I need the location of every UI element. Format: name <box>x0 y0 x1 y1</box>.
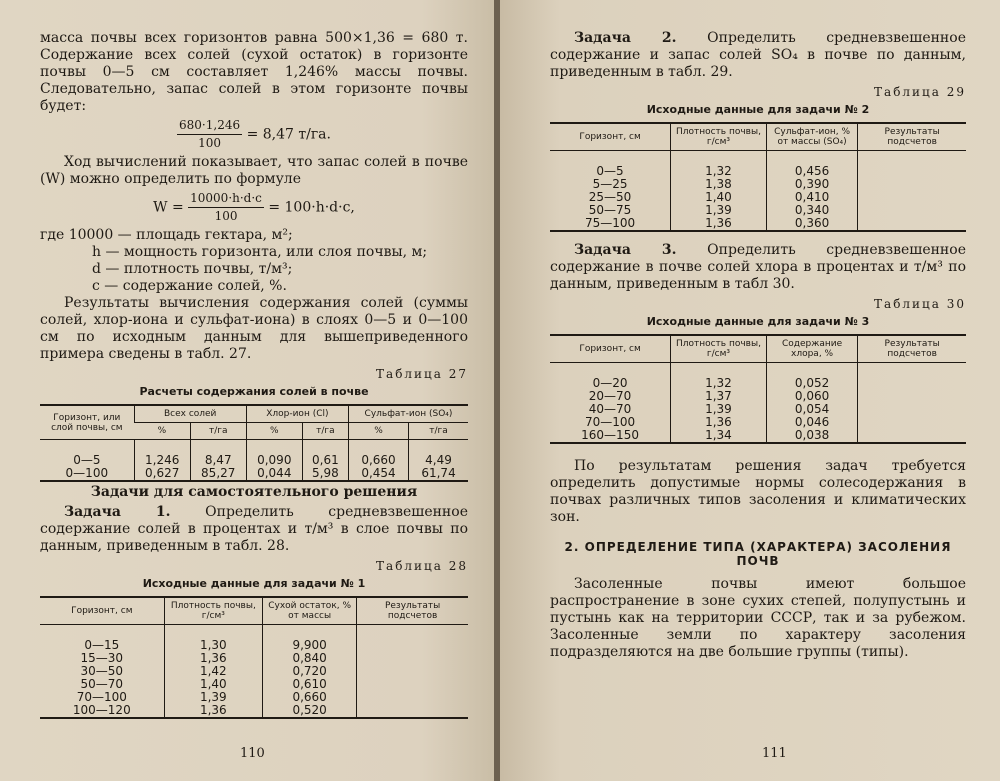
table-cell-empty <box>858 403 966 416</box>
table-cell: 1,32 <box>671 363 767 391</box>
table-cell: 1,246 <box>134 440 190 468</box>
table-cell: 0,627 <box>134 467 190 481</box>
table-cell: 0,044 <box>246 467 302 481</box>
table-cell: 1,36 <box>164 704 262 718</box>
table-27-subheader-tga: т/га <box>190 423 246 440</box>
right-page <box>500 0 1000 781</box>
table-27-subheader-pct: % <box>348 423 408 440</box>
table-cell: 85,27 <box>190 467 246 481</box>
table-28-header-dry-residue: Сухой остаток, % от массы <box>263 597 357 625</box>
table-cell: 0,660 <box>348 440 408 468</box>
table-row <box>550 217 966 231</box>
table-27-subheader-pct: % <box>246 423 302 440</box>
task-3-label: Задача 3. <box>574 242 677 258</box>
table-cell: 0,090 <box>246 440 302 468</box>
table-cell: 0,454 <box>348 467 408 481</box>
paragraph-intro-3: Результаты вычисления содержания солей (суммы солей, хлор-иона и сульфат-иона) в слоях 0—5 и 0—100 см по исходным данным для вышеприведенного примера сведены в табл. 27. <box>40 295 468 362</box>
table-cell: 4,49 <box>409 440 468 468</box>
result-paragraph: По результатам решения задач требуется определить допустимые нормы солесодержания в почвах различных типов засоления и климатических зон. <box>550 458 966 525</box>
table-row <box>40 467 468 481</box>
self-study-heading: Задачи для самостоятельного решения <box>90 484 418 500</box>
table-cell: 1,37 <box>671 390 767 403</box>
paragraph-intro-2: Ход вычислений показывает, что запас солей в почве (W) можно определить по формуле <box>40 154 468 187</box>
table-cell-empty <box>858 363 966 391</box>
page-number-right: 111 <box>762 746 787 761</box>
table-cell: 5,98 <box>302 467 348 481</box>
table-27-label: Таблица 27 <box>376 367 468 381</box>
formula-w-right: = 100·h·d·c, <box>268 199 355 216</box>
table-cell: 1,39 <box>671 403 767 416</box>
table-cell: 0,052 <box>766 363 858 391</box>
fraction-numerator: 680·1,246 <box>177 117 242 135</box>
table-27-header-sulfate: Сульфат-ион (SO₄) <box>348 405 468 423</box>
table-27-title: Расчеты содержания солей в почве <box>139 385 369 398</box>
fraction <box>188 190 264 225</box>
table-cell: 0,456 <box>766 151 858 179</box>
table-cell: 0,520 <box>263 704 357 718</box>
section-heading: 2. ОПРЕДЕЛЕНИЕ ТИПА (ХАРАКТЕРА) ЗАСОЛЕНИЯ ПОЧВ <box>564 540 952 568</box>
table-29-label: Таблица 29 <box>874 85 966 99</box>
table-cell: 61,74 <box>409 467 468 481</box>
table-cell-empty <box>357 625 468 653</box>
table-cell: 0,61 <box>302 440 348 468</box>
definition-c: c — содержание солей, %. <box>92 278 287 294</box>
table-cell: 0,038 <box>766 429 858 443</box>
table-30-header-chlorine: Содержание хлора, % <box>766 335 858 363</box>
table-cell: 0,054 <box>766 403 858 416</box>
table-cell: 40—70 <box>588 402 632 416</box>
table-27-subheader-tga: т/га <box>302 423 348 440</box>
table-30-header-horizon: Горизонт, см <box>550 335 671 363</box>
table-cell-empty <box>357 678 468 691</box>
table-row <box>40 440 468 468</box>
table-cell-empty <box>858 151 966 179</box>
table-cell: 1,34 <box>671 429 767 443</box>
table-cell: 0,660 <box>263 691 357 704</box>
table-cell: 100—120 <box>72 703 131 717</box>
table-27-header-all-salts: Всех солей <box>134 405 246 423</box>
table-30-label: Таблица 30 <box>874 297 966 311</box>
table-cell: 50—70 <box>80 677 124 691</box>
left-page <box>0 0 496 781</box>
table-cell-empty <box>357 704 468 718</box>
formula-w-left: W = <box>153 199 184 216</box>
table-cell-empty <box>858 390 966 403</box>
table-cell: 75—100 <box>584 216 636 230</box>
table-cell: 1,42 <box>164 665 262 678</box>
table-cell-empty <box>357 691 468 704</box>
table-cell: 0,720 <box>263 665 357 678</box>
table-cell: 9,900 <box>263 625 357 653</box>
table-cell-empty <box>858 191 966 204</box>
table-cell: 15—30 <box>80 651 124 665</box>
table-30 <box>550 334 966 444</box>
task-2-text: Определить средневзвешенное содержание и запас солей SO₄ в почве по данным, приведенным в табл. 29. <box>550 30 966 80</box>
table-cell: 160—150 <box>581 428 639 442</box>
table-cell: 1,32 <box>671 151 767 179</box>
table-cell: 0—5 <box>596 164 624 178</box>
table-cell: 30—50 <box>80 664 124 678</box>
table-cell-empty <box>858 204 966 217</box>
table-29-title: Исходные данные для задачи № 2 <box>646 103 870 116</box>
table-row <box>550 363 966 391</box>
fraction <box>177 117 242 152</box>
table-29-header-horizon: Горизонт, см <box>550 123 671 151</box>
task-2-label: Задача 2. <box>574 30 677 46</box>
table-27-subheader-tga: т/га <box>409 423 468 440</box>
table-cell: 1,40 <box>671 191 767 204</box>
table-cell: 0—100 <box>65 466 109 480</box>
definition-h: h — мощность горизонта, или слоя почвы, м; <box>92 244 428 260</box>
table-cell-empty <box>858 429 966 443</box>
table-27-header-chloride: Хлор-ион (Cl) <box>246 405 348 423</box>
table-cell: 0,060 <box>766 390 858 403</box>
table-cell: 70—100 <box>584 415 636 429</box>
table-cell: 0,410 <box>766 191 858 204</box>
table-cell: 0,610 <box>263 678 357 691</box>
formula-salt-reserve <box>40 117 468 152</box>
table-28-header-horizon: Горизонт, см <box>40 597 164 625</box>
table-30-header-results: Результаты подсчетов <box>858 335 966 363</box>
task-2-paragraph <box>550 30 966 81</box>
table-cell: 0—15 <box>84 638 120 652</box>
table-cell: 1,40 <box>164 678 262 691</box>
table-28-header-density: Плотность почвы, г/см³ <box>164 597 262 625</box>
table-cell: 0,340 <box>766 204 858 217</box>
table-cell: 0—5 <box>73 453 101 467</box>
table-cell: 1,36 <box>671 416 767 429</box>
table-cell: 0,390 <box>766 178 858 191</box>
table-row <box>40 625 468 653</box>
table-row <box>550 151 966 179</box>
table-27-subheader-pct: % <box>134 423 190 440</box>
task-1-label: Задача 1. <box>64 504 171 520</box>
table-29-header-sulfate: Сульфат-ион, % от массы (SO₄) <box>766 123 858 151</box>
table-cell: 50—75 <box>588 203 632 217</box>
table-28-title: Исходные данные для задачи № 1 <box>142 577 366 590</box>
table-28-header-results: Результаты подсчетов <box>357 597 468 625</box>
definition-hectare: где 10000 — площадь гектара, м²; <box>40 227 293 243</box>
table-cell: 1,39 <box>164 691 262 704</box>
table-29 <box>550 122 966 232</box>
table-27 <box>40 404 468 482</box>
section-paragraph: Засоленные почвы имеют большое распространение в зоне сухих степей, полупустынь и пустынь как на территории СССР, так и за рубежом. Засоленные земли по характеру засоления подразделяются на две большие группы (типы). <box>550 576 966 660</box>
table-cell: 1,39 <box>671 204 767 217</box>
table-cell: 0—20 <box>592 376 628 390</box>
table-cell-empty <box>858 416 966 429</box>
formula-w <box>40 190 468 225</box>
table-cell: 1,38 <box>671 178 767 191</box>
table-cell: 0,360 <box>766 217 858 231</box>
table-30-title: Исходные данные для задачи № 3 <box>646 315 870 328</box>
table-27-header-horizon: Горизонт, или слой почвы, см <box>40 405 134 440</box>
table-29-header-results: Результаты подсчетов <box>858 123 966 151</box>
table-cell: 1,30 <box>164 625 262 653</box>
table-cell: 8,47 <box>190 440 246 468</box>
table-row <box>550 429 966 443</box>
table-cell: 0,046 <box>766 416 858 429</box>
formula-result: = 8,47 т/га. <box>246 126 331 143</box>
table-cell: 5—25 <box>592 177 628 191</box>
table-cell-empty <box>357 665 468 678</box>
fraction-denominator: 100 <box>214 209 238 223</box>
fraction-denominator: 100 <box>198 136 222 150</box>
table-cell: 70—100 <box>76 690 127 704</box>
task-1-paragraph <box>40 504 468 555</box>
table-cell-empty <box>858 217 966 231</box>
paragraph-intro-1: масса почвы всех горизонтов равна 500×1,36 = 680 т. Содержание всех солей (сухой остаток) в горизонте почвы 0—5 см составляет 1,246% массы почвы. Следовательно, запас солей в этом горизонте почвы будет: <box>40 30 468 114</box>
table-28 <box>40 596 468 719</box>
fraction-numerator: 10000·h·d·c <box>188 190 264 208</box>
table-cell: 20—70 <box>588 389 632 403</box>
table-cell: 0,840 <box>263 652 357 665</box>
table-cell: 1,36 <box>164 652 262 665</box>
table-row <box>40 704 468 718</box>
table-cell: 1,36 <box>671 217 767 231</box>
task-3-text: Определить средневзвешенное содержание в почве солей хлора в процентах и т/м³ по данным, приведенным в табл 30. <box>550 242 966 292</box>
table-30-header-density: Плотность почвы, г/см³ <box>671 335 767 363</box>
definition-list <box>40 227 468 295</box>
task-1-text: Определить средневзвешенное содержание солей в процентах и т/м³ в слое почвы по данным, приведенным в табл. 28. <box>40 504 468 554</box>
task-3-paragraph <box>550 242 966 293</box>
table-cell: 25—50 <box>588 190 632 204</box>
page-number-left: 110 <box>240 746 265 761</box>
table-29-header-density: Плотность почвы, г/см³ <box>671 123 767 151</box>
definition-d: d — плотность почвы, т/м³; <box>92 261 293 277</box>
table-cell-empty <box>357 652 468 665</box>
table-28-label: Таблица 28 <box>376 559 468 573</box>
table-cell-empty <box>858 178 966 191</box>
